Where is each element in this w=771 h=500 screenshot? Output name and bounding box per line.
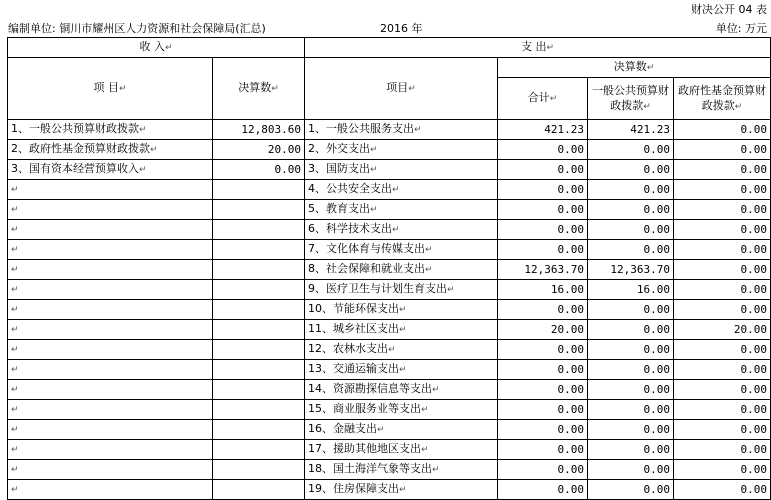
income-item: ↵	[8, 220, 213, 240]
general-budget-header: 一般公共预算财政拨款↵	[588, 78, 674, 120]
table-column-header	[8, 58, 771, 78]
income-value	[213, 180, 305, 200]
expense-fund: 0.00	[674, 300, 771, 320]
income-item: 1、一般公共预算财政拨款↵	[8, 120, 213, 140]
table-row	[8, 200, 771, 220]
income-item: 2、政府性基金预算财政拨款↵	[8, 140, 213, 160]
expense-fund: 0.00	[674, 260, 771, 280]
expense-total: 0.00	[498, 380, 588, 400]
income-header: 收 入↵	[8, 38, 305, 58]
income-item: ↵	[8, 460, 213, 480]
compiling-unit: 编制单位: 铜川市耀州区人力资源和社会保障局(汇总)	[8, 22, 266, 35]
expense-total: 0.00	[498, 220, 588, 240]
income-item: ↵	[8, 320, 213, 340]
income-value	[213, 420, 305, 440]
expense-fund: 0.00	[674, 160, 771, 180]
income-value	[213, 400, 305, 420]
expense-general: 0.00	[588, 240, 674, 260]
income-value	[213, 280, 305, 300]
expense-fund: 0.00	[674, 140, 771, 160]
expense-item: 8、社会保障和就业支出↵	[305, 260, 498, 280]
income-value	[213, 320, 305, 340]
expense-fund: 0.00	[674, 240, 771, 260]
table-row	[8, 280, 771, 300]
expense-general: 0.00	[588, 160, 674, 180]
table-row	[8, 220, 771, 240]
table-row	[8, 320, 771, 340]
total-header: 合计↵	[498, 78, 588, 120]
expense-general: 0.00	[588, 360, 674, 380]
expense-item: 15、商业服务业等支出↵	[305, 400, 498, 420]
expense-item: 14、资源勘探信息等支出↵	[305, 380, 498, 400]
expense-fund: 0.00	[674, 440, 771, 460]
expense-fund: 0.00	[674, 180, 771, 200]
expense-fund: 0.00	[674, 280, 771, 300]
income-value	[213, 360, 305, 380]
income-item: ↵	[8, 420, 213, 440]
expense-fund: 0.00	[674, 120, 771, 140]
expense-item: 4、公共安全支出↵	[305, 180, 498, 200]
expense-general: 0.00	[588, 460, 674, 480]
expense-total: 0.00	[498, 400, 588, 420]
form-number: 财决公开 04 表	[691, 3, 767, 16]
income-item: ↵	[8, 400, 213, 420]
expense-item: 17、援助其他地区支出↵	[305, 440, 498, 460]
expense-total: 12,363.70	[498, 260, 588, 280]
expense-general: 0.00	[588, 200, 674, 220]
expense-item: 13、交通运输支出↵	[305, 360, 498, 380]
income-value	[213, 380, 305, 400]
table-row	[8, 140, 771, 160]
expense-item-header: 项目↵	[305, 58, 498, 120]
expense-item: 19、住房保障支出↵	[305, 480, 498, 500]
income-item-header: 项 目↵	[8, 58, 213, 120]
income-amount-header: 决算数↵	[213, 58, 305, 120]
expense-total: 421.23	[498, 120, 588, 140]
expense-item: 10、节能环保支出↵	[305, 300, 498, 320]
table-row	[8, 440, 771, 460]
income-item: ↵	[8, 300, 213, 320]
expense-general: 0.00	[588, 220, 674, 240]
expense-total: 0.00	[498, 460, 588, 480]
expense-general: 0.00	[588, 400, 674, 420]
expense-item: 18、国土海洋气象等支出↵	[305, 460, 498, 480]
income-item: ↵	[8, 480, 213, 500]
expense-fund: 20.00	[674, 320, 771, 340]
income-value: 20.00	[213, 140, 305, 160]
expense-fund: 0.00	[674, 400, 771, 420]
income-value	[213, 440, 305, 460]
expense-general: 0.00	[588, 140, 674, 160]
expense-total: 16.00	[498, 280, 588, 300]
income-item: 3、国有资本经营预算收入↵	[8, 160, 213, 180]
expense-fund: 0.00	[674, 480, 771, 500]
report-year: 2016 年	[380, 22, 423, 35]
expense-total: 0.00	[498, 300, 588, 320]
expense-total: 0.00	[498, 240, 588, 260]
table-row	[8, 420, 771, 440]
table-row	[8, 180, 771, 200]
expense-item: 6、科学技术支出↵	[305, 220, 498, 240]
table-row	[8, 360, 771, 380]
income-item: ↵	[8, 180, 213, 200]
expense-amount-header: 决算数↵	[498, 58, 771, 78]
expense-fund: 0.00	[674, 460, 771, 480]
expense-item: 1、一般公共服务支出↵	[305, 120, 498, 140]
table-row	[8, 300, 771, 320]
income-item: ↵	[8, 240, 213, 260]
table-row	[8, 340, 771, 360]
expense-total: 0.00	[498, 180, 588, 200]
expense-total: 0.00	[498, 200, 588, 220]
table-row	[8, 400, 771, 420]
expense-fund: 0.00	[674, 340, 771, 360]
income-value	[213, 220, 305, 240]
expense-general: 0.00	[588, 480, 674, 500]
income-value	[213, 340, 305, 360]
expense-item: 7、文化体育与传媒支出↵	[305, 240, 498, 260]
expense-general: 0.00	[588, 380, 674, 400]
income-item: ↵	[8, 380, 213, 400]
expense-total: 0.00	[498, 160, 588, 180]
expense-item: 12、农林水支出↵	[305, 340, 498, 360]
income-item: ↵	[8, 280, 213, 300]
expense-general: 0.00	[588, 300, 674, 320]
income-item: ↵	[8, 440, 213, 460]
expense-total: 0.00	[498, 360, 588, 380]
table-row	[8, 240, 771, 260]
table-row	[8, 160, 771, 180]
expense-item: 11、城乡社区支出↵	[305, 320, 498, 340]
expense-general: 0.00	[588, 180, 674, 200]
expense-fund: 0.00	[674, 420, 771, 440]
currency-unit: 单位: 万元	[715, 22, 767, 35]
expense-item: 3、国防支出↵	[305, 160, 498, 180]
expense-general: 12,363.70	[588, 260, 674, 280]
expense-item: 16、金融支出↵	[305, 420, 498, 440]
expense-total: 0.00	[498, 340, 588, 360]
expense-total: 0.00	[498, 440, 588, 460]
expense-fund: 0.00	[674, 360, 771, 380]
table-row	[8, 460, 771, 480]
fund-budget-header: 政府性基金预算财政拨款↵	[674, 78, 771, 120]
expense-fund: 0.00	[674, 200, 771, 220]
income-item: ↵	[8, 260, 213, 280]
expense-total: 0.00	[498, 420, 588, 440]
income-item: ↵	[8, 360, 213, 380]
expense-item: 2、外交支出↵	[305, 140, 498, 160]
table-row	[8, 260, 771, 280]
income-value: 12,803.60	[213, 120, 305, 140]
expense-item: 5、教育支出↵	[305, 200, 498, 220]
income-value	[213, 460, 305, 480]
table-row	[8, 380, 771, 400]
table-row	[8, 480, 771, 500]
expense-total: 20.00	[498, 320, 588, 340]
expense-general: 0.00	[588, 320, 674, 340]
income-value	[213, 260, 305, 280]
expense-total: 0.00	[498, 480, 588, 500]
income-value	[213, 240, 305, 260]
expense-item: 9、医疗卫生与计划生育支出↵	[305, 280, 498, 300]
expense-fund: 0.00	[674, 220, 771, 240]
expense-fund: 0.00	[674, 380, 771, 400]
expense-general: 0.00	[588, 420, 674, 440]
income-value	[213, 300, 305, 320]
income-value	[213, 480, 305, 500]
income-item: ↵	[8, 200, 213, 220]
income-value	[213, 200, 305, 220]
expense-general: 16.00	[588, 280, 674, 300]
expense-total: 0.00	[498, 140, 588, 160]
expense-general: 421.23	[588, 120, 674, 140]
table-row	[8, 120, 771, 140]
expense-general: 0.00	[588, 440, 674, 460]
table-section-header	[8, 38, 771, 58]
budget-table	[7, 37, 771, 500]
expense-general: 0.00	[588, 340, 674, 360]
expense-header: 支 出↵	[305, 38, 771, 58]
income-value: 0.00	[213, 160, 305, 180]
income-item: ↵	[8, 340, 213, 360]
